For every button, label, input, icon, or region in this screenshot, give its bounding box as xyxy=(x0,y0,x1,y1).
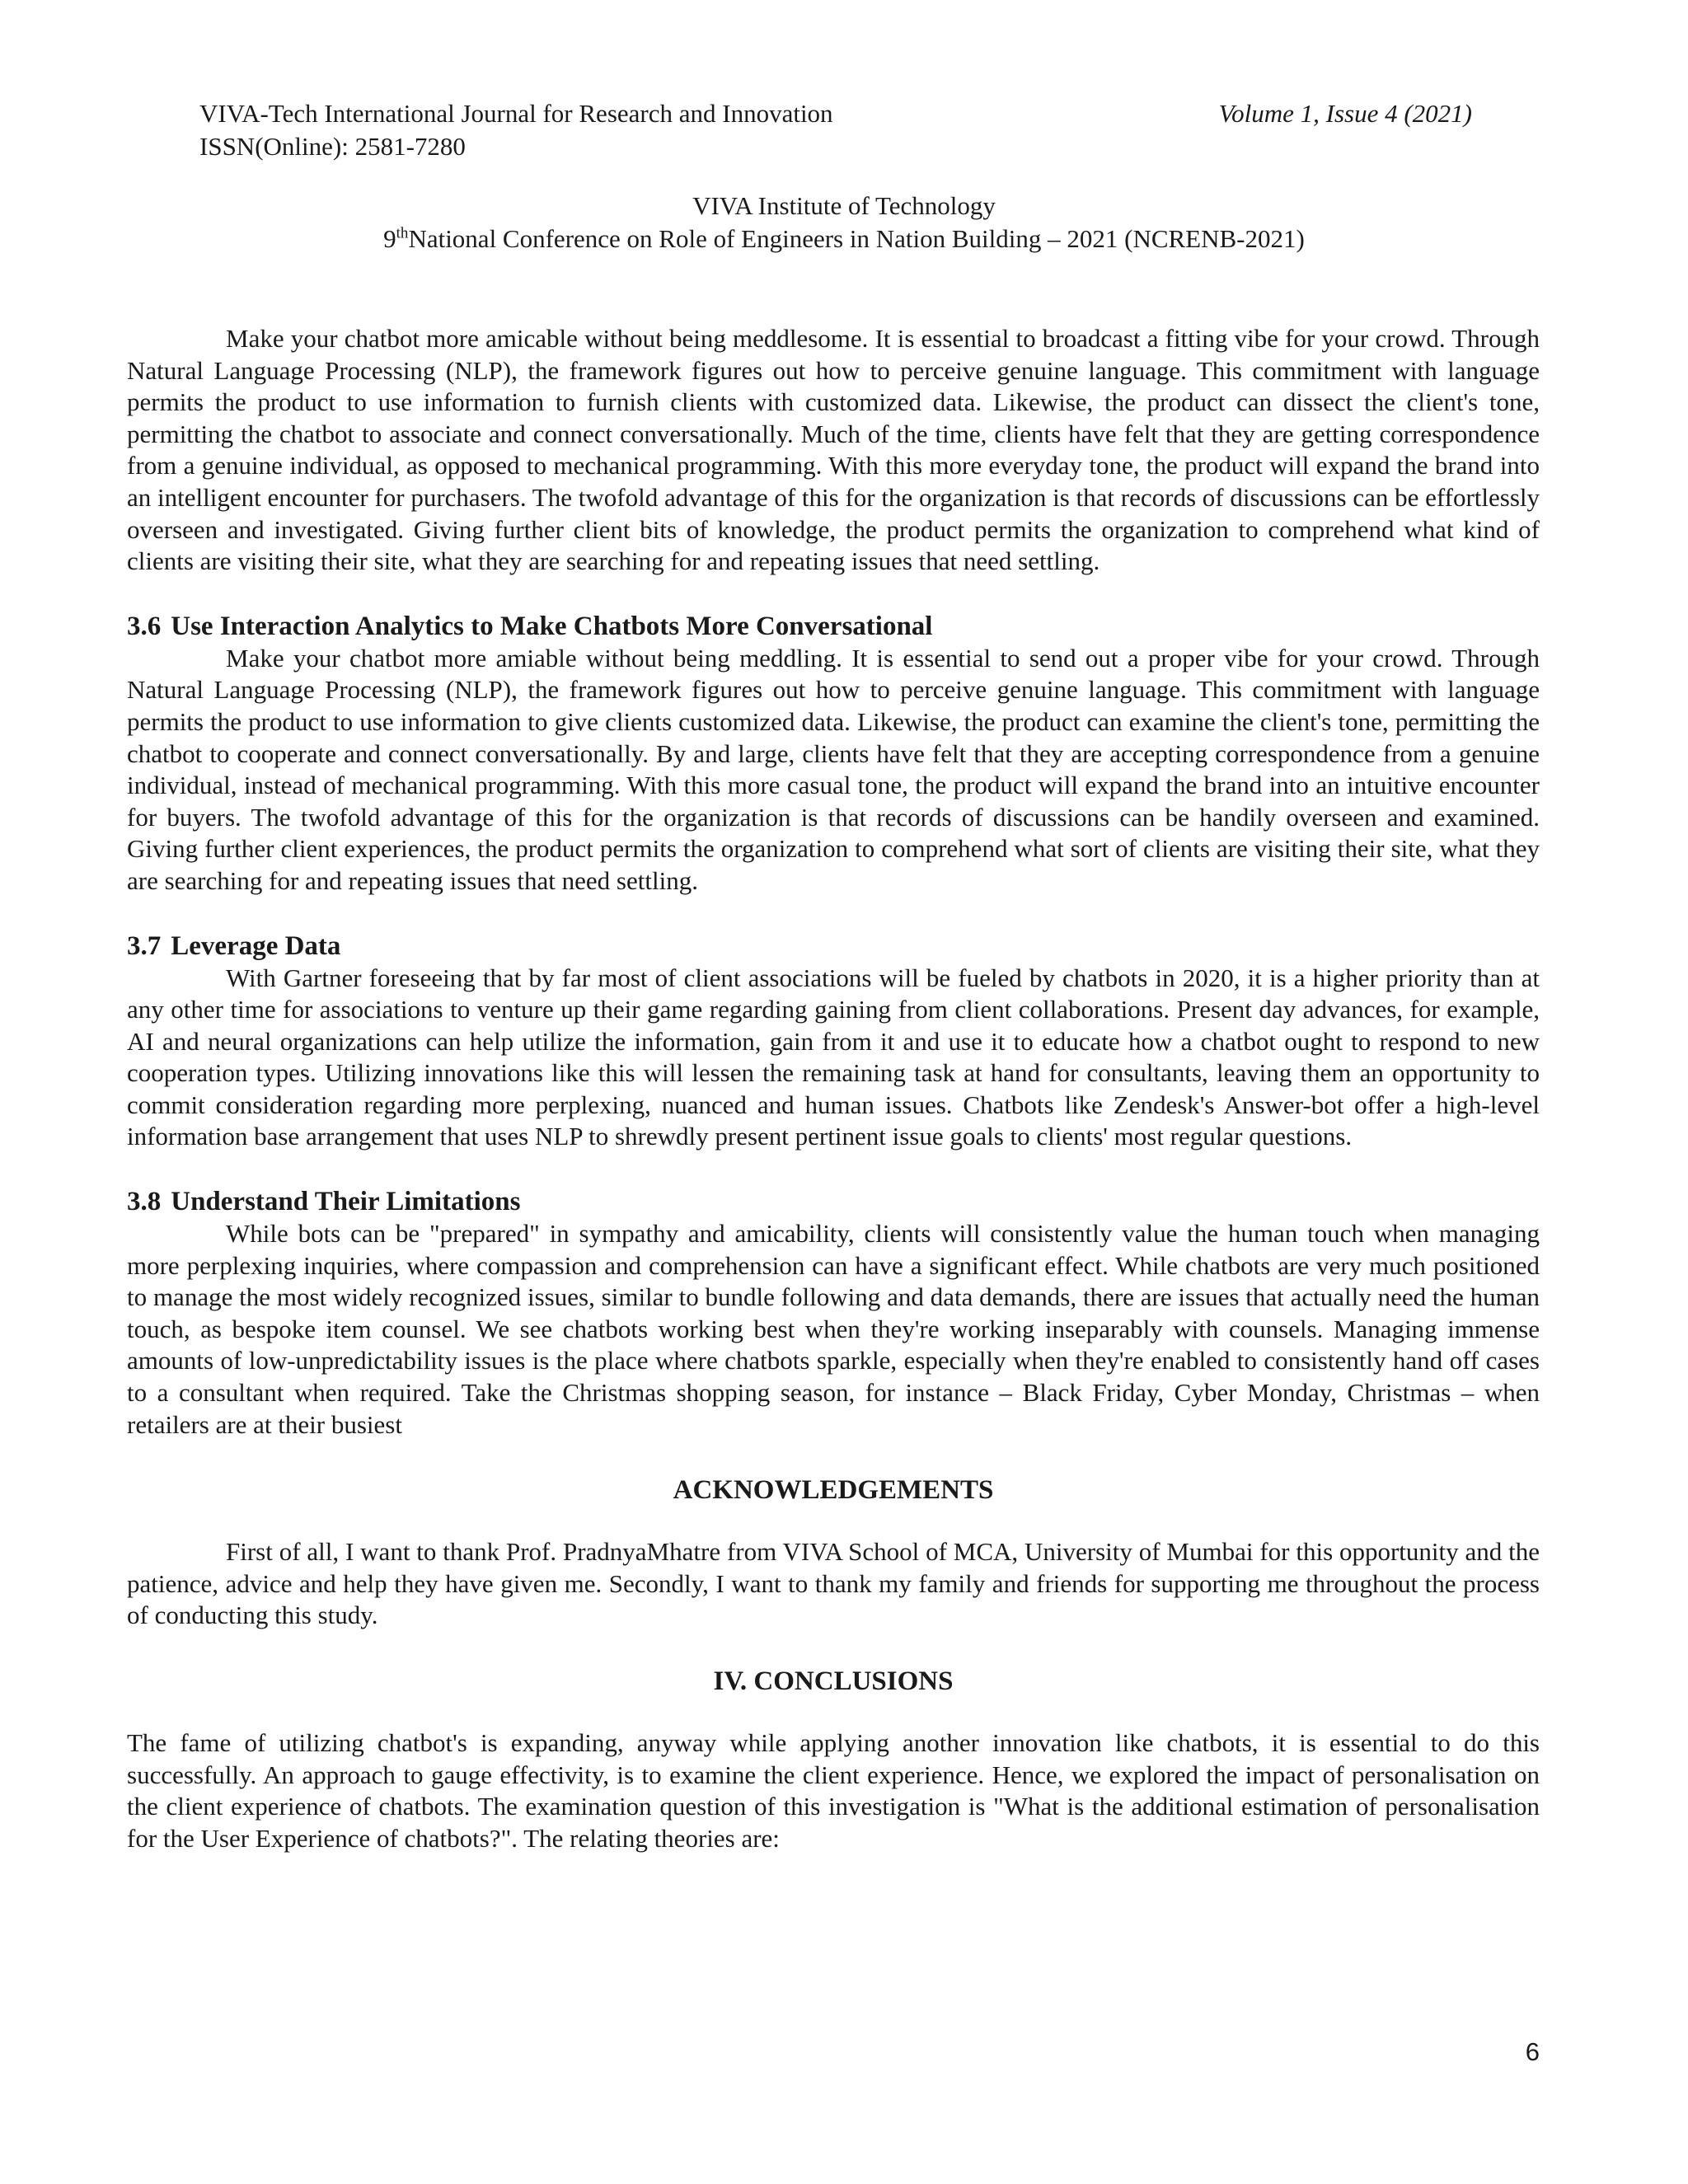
section-body-3-6: Make your chatbot more amiable without being meddling. It is essential to send out a proper vibe for your crowd. Through Natural Language Processing (NLP), the framework figures out how to perceive genuine language. This commitment with language permits the product to use information to give clients customized data. Likewise, the product can examine the client's tone, permitting the chatbot to cooperate and connect conversationally. By and large, clients have felt that they are accepting correspondence from a genuine individual, instead of mechanical programming. With this more casual tone, the product will expand the brand into an intuitive encounter for buyers. The twofold advantage of this for the organization is that records of discussions can be handily overseen and examined. Giving further client experiences, the product permits the organization to comprehend what sort of clients are visiting their site, what they are searching for and repeating issues that need settling. xyxy=(127,643,1540,895)
conclusions-body: The fame of utilizing chatbot's is expanding, anyway while applying another innovation like chatbots, it is essential to do this successfully. An approach to gauge effectivity, is to examine the client experience. Hence, we explored the impact of personalisation on the client experience of chatbots. The examination question of this investigation is "What is the additional estimation of personalisation for the User Experience of chatbots?". The relating theories are: xyxy=(127,1728,1540,1853)
conference-number: 9 xyxy=(383,224,396,253)
section-heading-3-6 xyxy=(127,610,1540,643)
conference-ordinal: th xyxy=(396,224,409,242)
institute-name: VIVA Institute of Technology xyxy=(692,191,996,220)
section-title: Leverage Data xyxy=(171,930,341,961)
section-number: 3.7 xyxy=(127,930,162,961)
conclusions-heading: IV. CONCLUSIONS xyxy=(713,1666,954,1696)
acknowledgements-heading: ACKNOWLEDGEMENTS xyxy=(673,1475,994,1506)
journal-title: VIVA-Tech International Journal for Research and Innovation xyxy=(199,99,833,128)
section-body-3-7: With Gartner foreseeing that by far most of client associations will be fueled by chatbots in 2020, it is a higher priority than at any other time for associations to venture up their game regarding gaining from client collaborations. Present day advances, for example, AI and neural organizations can help utilize the information, gain from it and use it to educate how a chatbot ought to respond to new cooperation types. Utilizing innovations like this will lessen the remaining task at hand for consultants, leaving them an opportunity to commit consideration regarding more perplexing, nuanced and human issues. Chatbots like Zendesk's Answer-bot offer a high-level information base arrangement that uses NLP to shrewdly present pertinent issue goals to clients' most regular questions. xyxy=(127,963,1540,1151)
section-body-3-8: While bots can be "prepared" in sympathy and amicability, clients will consistently value the human touch when managing more perplexing inquiries, where compassion and comprehension can have a significant effect. While chatbots are very much positioned to manage the most widely recognized issues, similar to bundle following and data demands, there are issues that actually need the human touch, as bespoke item counsel. We see chatbots working best when they're working inseparably with counsels. Managing immense amounts of low-unpredictability issues is the place where chatbots sparkle, especially when they're enabled to consistently hand off cases to a consultant when required. Take the Christmas shopping season, for instance – Black Friday, Cyber Monday, Christmas – when retailers are at their busiest xyxy=(127,1219,1540,1439)
section-heading-3-8 xyxy=(127,1185,1540,1218)
acknowledgements-body: First of all, I want to thank Prof. PradnyaMhatre from VIVA School of MCA, University of Mumbai for this opportunity and the patience, advice and help they have given me. Secondly, I want to thank my family and friends for supporting me throughout the process of conducting this study. xyxy=(127,1537,1540,1630)
section-title: Use Interaction Analytics to Make Chatbots More Conversational xyxy=(171,611,933,641)
section-number: 3.6 xyxy=(127,611,162,641)
section-title: Understand Their Limitations xyxy=(171,1187,521,1217)
journal-header xyxy=(199,97,833,163)
conference-title: National Conference on Role of Engineers in Nation Building – 2021 (NCRENB-2021) xyxy=(408,224,1305,253)
main-content xyxy=(127,323,1540,1854)
section-heading-3-7 xyxy=(127,930,1540,963)
journal-issn: ISSN(Online): 2581-7280 xyxy=(199,132,466,161)
conference-name xyxy=(0,223,1688,255)
journal-volume: Volume 1, Issue 4 (2021) xyxy=(1218,99,1472,128)
section-number: 3.8 xyxy=(127,1187,162,1217)
page-number: 6 xyxy=(1525,2037,1540,2066)
intro-paragraph: Make your chatbot more amicable without being meddlesome. It is essential to broadcast a fitting vibe for your crowd. Through Natural Language Processing (NLP), the framework figures out how to perceive genuine language. This commitment with language permits the product to use information to furnish clients with customized data. Likewise, the product can dissect the client's tone, permitting the chatbot to associate and connect conversationally. Much of the time, clients have felt that they are getting correspondence from a genuine individual, as opposed to mechanical programming. With this more everyday tone, the product will expand the brand into an intelligent encounter for purchasers. The twofold advantage of this for the organization is that records of discussions can be effortlessly overseen and investigated. Giving further client bits of knowledge, the product permits the organization to comprehend what kind of clients are visiting their site, what they are searching for and repeating issues that need settling. xyxy=(127,324,1540,576)
